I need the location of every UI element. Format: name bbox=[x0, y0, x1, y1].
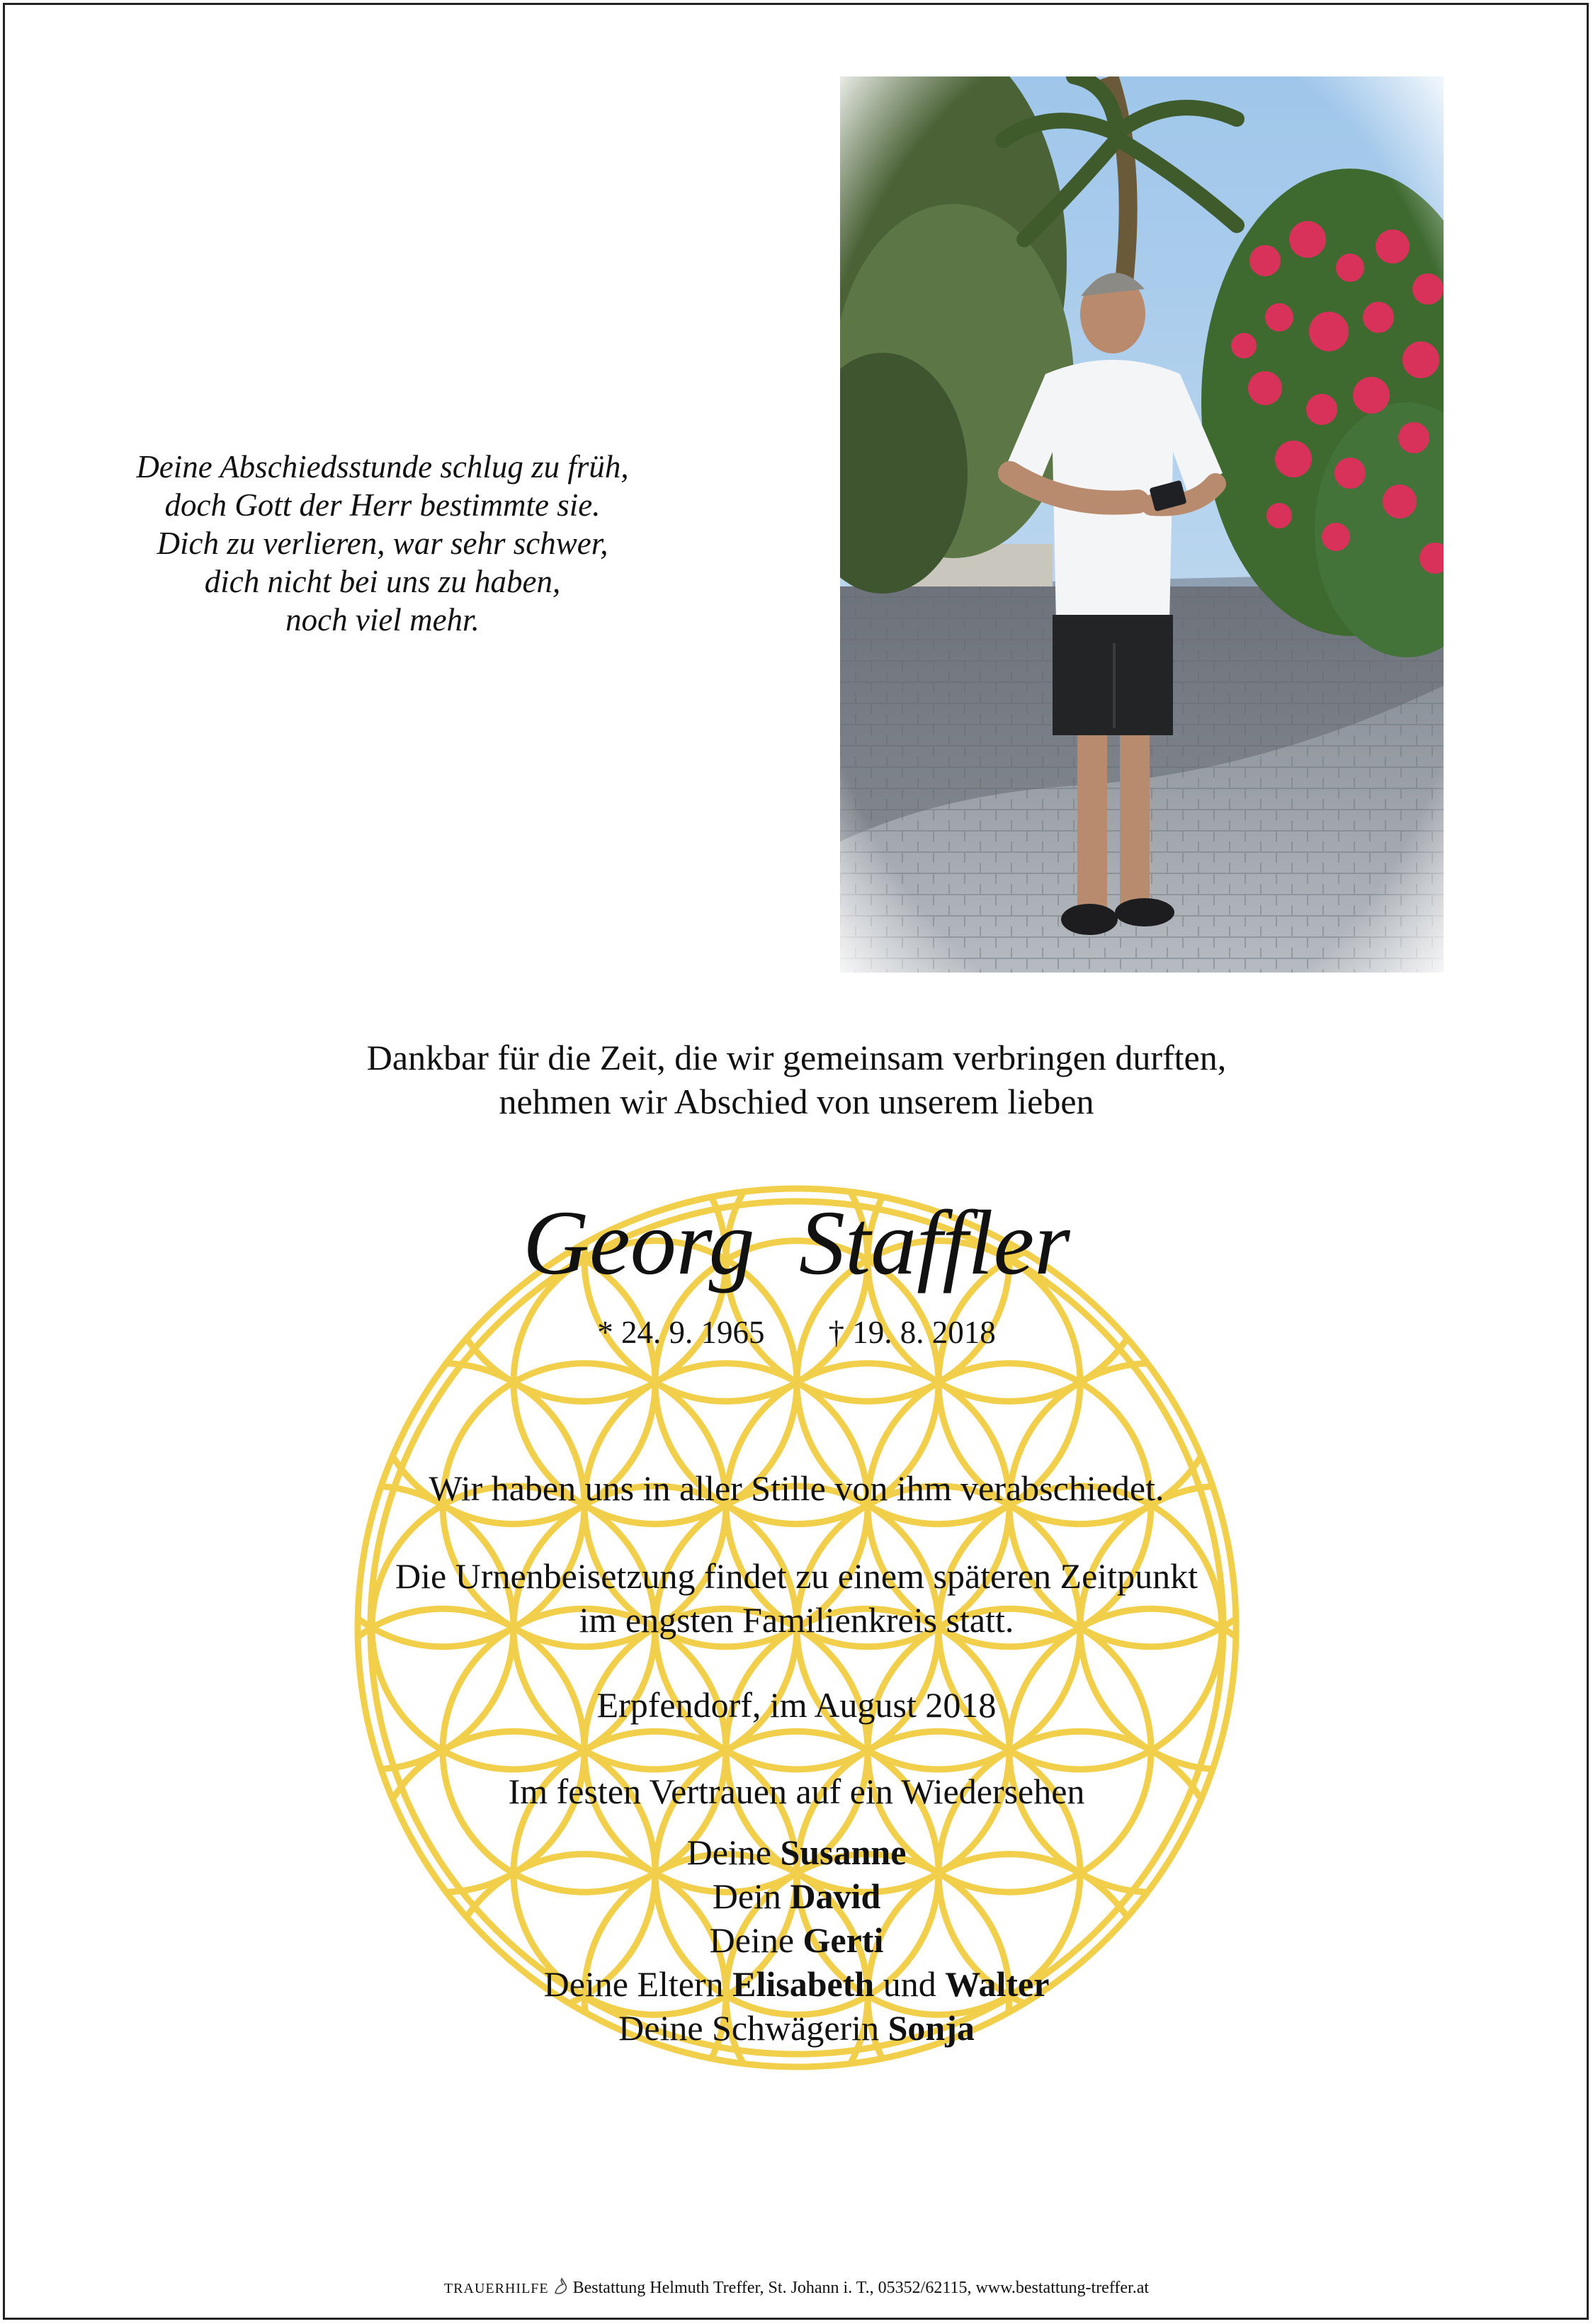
place-date: Erpfendorf, im August 2018 bbox=[596, 1685, 997, 1725]
poem-line: noch viel mehr. bbox=[285, 602, 480, 637]
footer-brand: TRAUERHILFE bbox=[443, 2281, 549, 2296]
mourner-relation: Deine bbox=[686, 1832, 781, 1872]
mourners-list bbox=[0, 1830, 1593, 2050]
mourner-name: Elisabeth bbox=[732, 1964, 875, 2004]
memorial-poem bbox=[78, 448, 687, 639]
mourner-relation: Dein bbox=[712, 1876, 790, 1916]
mourner-connector: und bbox=[874, 1964, 946, 2004]
mourner-line bbox=[0, 1918, 1593, 1962]
footer-text: Bestattung Helmuth Treffer, St. Johann i. T., 05352/62115, www.bestattung-treffer.at bbox=[572, 2279, 1150, 2297]
mourner-name: Walter bbox=[945, 1964, 1050, 2004]
mourner-line bbox=[0, 2006, 1593, 2050]
notice-text bbox=[0, 1466, 1593, 2050]
mourner-line bbox=[0, 1830, 1593, 1874]
mourner-relation: Deine Eltern bbox=[543, 1964, 733, 2004]
mourner-relation: Deine bbox=[709, 1920, 803, 1960]
intro-line: nehmen wir Abschied von unserem lieben bbox=[499, 1082, 1094, 1121]
notice-paragraph: Die Urnenbeisetzung findet zu einem späteren Zeitpunkt bbox=[395, 1556, 1198, 1596]
intro-line: Dankbar für die Zeit, die wir gemeinsam verbringen durften, bbox=[366, 1038, 1227, 1077]
poem-line: dich nicht bei uns zu haben, bbox=[204, 564, 561, 599]
portrait-photo bbox=[840, 76, 1444, 973]
dove-icon bbox=[553, 2279, 573, 2297]
poem-line: Deine Abschiedsstunde schlug zu früh, bbox=[136, 449, 629, 484]
life-dates bbox=[0, 1313, 1593, 1352]
poem-line: doch Gott der Herr bestimmte sie. bbox=[164, 487, 601, 523]
poem-line: Dich zu verlieren, war sehr schwer, bbox=[157, 526, 608, 561]
closing-line: Im festen Vertrauen auf ein Wiedersehen bbox=[508, 1772, 1085, 1811]
deceased-name: Georg Staffler bbox=[523, 1192, 1070, 1294]
mourner-name: Gerti bbox=[803, 1920, 884, 1960]
birth-date: * 24. 9. 1965 bbox=[597, 1315, 765, 1350]
intro-text bbox=[0, 1036, 1593, 1123]
mourner-name: Sonja bbox=[888, 2008, 975, 2048]
mourner-name: Susanne bbox=[780, 1832, 907, 1872]
death-date: † 19. 8. 2018 bbox=[828, 1315, 996, 1350]
mourner-line bbox=[0, 1874, 1593, 1918]
notice-paragraph: im engsten Familienkreis statt. bbox=[579, 1600, 1014, 1640]
mourner-line bbox=[0, 1962, 1593, 2006]
mourner-relation: Deine Schwägerin bbox=[618, 2008, 888, 2048]
footer bbox=[0, 2277, 1593, 2299]
mourner-name: David bbox=[790, 1876, 881, 1916]
notice-paragraph: Wir haben uns in aller Stille von ihm verabschiedet. bbox=[429, 1468, 1164, 1508]
